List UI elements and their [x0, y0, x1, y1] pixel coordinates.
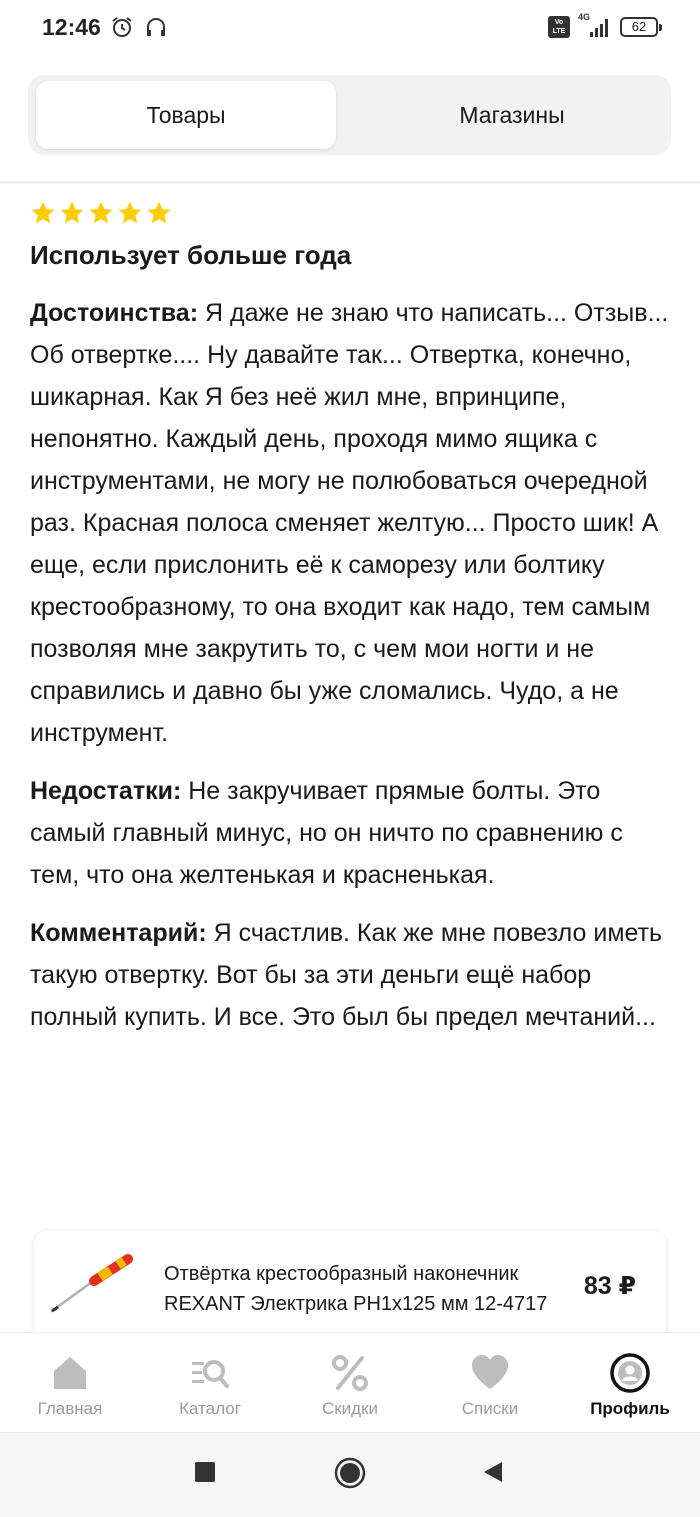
- pros-text: Я даже не знаю что написать... Отзыв... Об отвертке.... Ну давайте так... Отвертка, конечно, шикарная. Как Я без неё жил мне, впринципе, непонятно. Каждый день, проходя мимо ящика с инструментами, не могу не полюбоваться очередной раз. Красная полоса сменяет желтую... Просто шик! А еще, если прислонить её к саморезу или болтику крестообразному, то она входит как надо, тем самым позволяя мне закрутить то, с чем мои ногти и не справились и давно бы уже сломались. Чудо, а не инструмент.: [30, 299, 669, 747]
- home-button[interactable]: [334, 1457, 366, 1489]
- pros-label: Достоинства:: [30, 299, 199, 327]
- bottom-nav: [0, 1332, 700, 1432]
- nav-item-catalog[interactable]: [140, 1333, 280, 1433]
- tab-products-label: Товары: [146, 101, 226, 128]
- star-icon: [117, 200, 143, 226]
- nav-label-catalog: Каталог: [179, 1399, 241, 1418]
- star-icon: [59, 200, 85, 226]
- nav-label-discounts: Скидки: [321, 1399, 379, 1418]
- product-price: 83 ₽: [583, 1272, 636, 1300]
- system-nav-bar: [0, 1432, 700, 1517]
- network-type: 4G: [578, 12, 591, 22]
- home-icon: [50, 1353, 90, 1393]
- nav-item-home[interactable]: [0, 1333, 140, 1433]
- battery-level: 62: [631, 19, 647, 34]
- heart-icon: [470, 1353, 510, 1393]
- review-pros: [30, 292, 670, 754]
- product-card[interactable]: [34, 1231, 666, 1341]
- comment-text: Я счастлив. Как же мне повезло иметь такую отвертку. Вот бы за эти деньги ещё набор полный купить. И все. Это был бы предел мечтаний...: [30, 919, 663, 1031]
- signal-icon: [578, 12, 612, 38]
- nav-item-lists[interactable]: [420, 1333, 560, 1433]
- review-cons: [30, 770, 670, 896]
- status-time: 12:46: [42, 14, 101, 40]
- nav-item-profile[interactable]: [560, 1333, 700, 1433]
- status-system-icons: [548, 12, 658, 38]
- star-icon: [30, 200, 56, 226]
- review-title: Использует больше года: [30, 240, 352, 270]
- screwdriver-image: [48, 1253, 138, 1317]
- headphones-icon: [144, 15, 168, 39]
- volte-icon: Vo LTE: [548, 16, 570, 38]
- star-icon: [88, 200, 114, 226]
- tab-products[interactable]: [36, 81, 336, 149]
- profile-icon: [610, 1353, 650, 1393]
- header-divider: [0, 181, 700, 184]
- battery-icon: [620, 17, 658, 37]
- tab-stores-label: Магазины: [459, 101, 565, 128]
- nav-label-profile: Профиль: [590, 1399, 670, 1418]
- rating-stars: [30, 200, 670, 230]
- status-bar: [0, 0, 700, 56]
- status-notification-icons: [110, 15, 168, 39]
- cons-text: Не закручивает прямые болты. Это самый главный минус, но он ничто по сравнению с тем, что она желтенькая и красненькая.: [30, 777, 623, 889]
- review-comment: [30, 912, 670, 1038]
- nav-label-lists: Списки: [461, 1399, 519, 1418]
- star-icon: [146, 200, 172, 226]
- product-name: Отвёртка крестообразный наконечник REXANT Электрика PH1x125 мм 12-4717: [164, 1263, 548, 1315]
- segment-tabs: [28, 75, 671, 155]
- catalog-search-icon: [190, 1353, 230, 1393]
- nav-label-home: Главная: [37, 1399, 103, 1418]
- back-button[interactable]: [482, 1461, 504, 1483]
- alarm-icon: [110, 15, 134, 39]
- comment-label: Комментарий:: [30, 919, 207, 947]
- recent-apps-button[interactable]: [194, 1461, 216, 1483]
- tab-stores[interactable]: [362, 81, 662, 149]
- review: [30, 200, 670, 1038]
- percent-icon: [330, 1353, 370, 1393]
- nav-item-discounts[interactable]: [280, 1333, 420, 1433]
- cons-label: Недостатки:: [30, 777, 182, 805]
